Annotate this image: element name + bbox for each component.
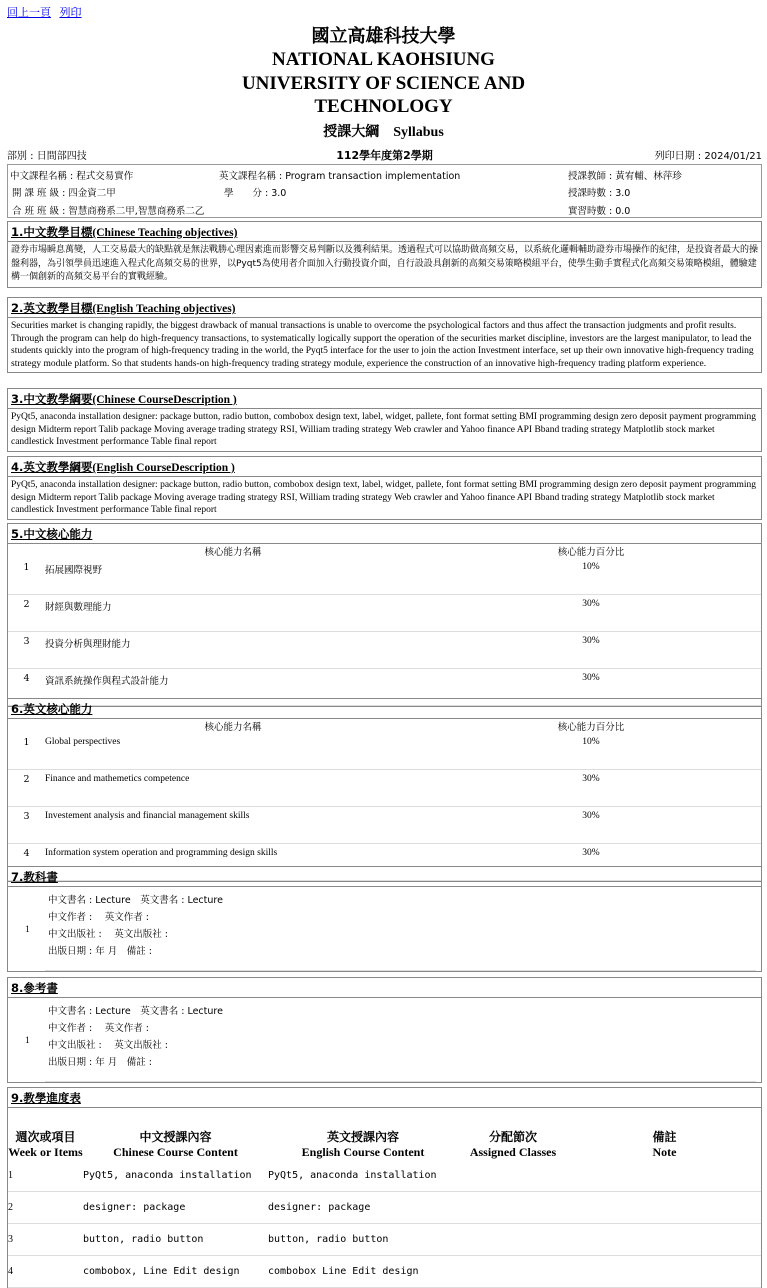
- table-row: 3 button, radio button button, radio button: [8, 1224, 761, 1256]
- col-assigned-classes: 分配節次 Assigned Classes: [469, 1130, 557, 1159]
- practice-hours: 實習時數 : 0.0: [568, 206, 631, 217]
- section-heading: 3.中文教學綱要(Chinese CourseDescription ): [8, 389, 761, 409]
- section-body: PyQt5, anaconda installation designer: package button, radio button, combobox design text, label, widget, pallete, font format setting BMI programming design zero deposit payment programming design Midterm report Talib package Moving average trading strategy RSI, William trading strategy Web crawler and Yahoo finance API Bband trading strategy Matplotlib stock market candlestick Investment performance Table final report: [11, 480, 757, 515]
- hours: 授課時數 : 3.0: [568, 188, 631, 199]
- section-textbook: [7, 866, 762, 972]
- university-title-zh: 國立高雄科技大學: [311, 26, 456, 47]
- subtitle-zh: 授課大綱: [323, 124, 380, 140]
- table-row: 4 資訊系統操作與程式設計能力 30%: [8, 669, 761, 706]
- col-english-content: 英文授課內容 English Course Content: [301, 1130, 425, 1159]
- section-schedule: [7, 1087, 762, 1288]
- teacher: 授課教師 : 黃宥輔、林萍珍: [568, 171, 682, 182]
- book-title: 中文書名 : Lecture 英文書名 : Lecture: [48, 895, 223, 906]
- table-row: 1 Global perspectives 10%: [8, 733, 761, 770]
- section-heading: 7.教科書: [8, 867, 761, 887]
- section-chinese-competencies: [7, 523, 762, 707]
- top-nav: [7, 4, 87, 20]
- section-heading: 6.英文核心能力: [8, 699, 761, 719]
- title-en-line: TECHNOLOGY: [314, 96, 453, 117]
- section-english-description: [7, 456, 762, 520]
- title-en-line: NATIONAL KAOHSIUNG: [272, 49, 495, 70]
- table-row: 2 Finance and mathemetics competence 30%: [8, 770, 761, 807]
- section-heading: 9.教學進度表: [8, 1088, 761, 1108]
- table-row: 4 combobox, Line Edit design combobox Line Edit design: [8, 1256, 761, 1288]
- print-date: 列印日期 : 2024/01/21: [654, 151, 762, 162]
- section-body: Securities market is changing rapidly, the biggest drawback of manual transactions is unable to overcome the psychological factors and thus affect the transaction judgments and profit results. Through the program can help do high-frequency transactions, to systematically logically support the operation of the securities market discipline, investors are the largest manipulator, to lead the students quickly into the program of high-frequency trading in the world, the Pyqt5 interface for the user to join the action Investment interface, set up their own innovative high-frequency trading strategy module platform. So that students hands-on high-frequency trading strategy module, experience the construction of an innovative high-frequency trading platform experience.: [11, 321, 754, 369]
- division: 部別 : 日間部四技: [7, 151, 87, 162]
- book-entry: [8, 887, 761, 971]
- section-english-competencies: [7, 698, 762, 882]
- section-english-objectives: [7, 297, 762, 373]
- book-date: 出版日期 : 年 月 備註 :: [48, 946, 152, 957]
- book-publisher: 中文出版社 : 英文出版社 :: [48, 929, 168, 940]
- col-competency-name: 核心能力名稱: [204, 547, 262, 558]
- col-competency-pct: 核心能力百分比: [557, 722, 625, 733]
- section-body: 證券市場瞬息萬變，人工交易最大的缺點就是無法戰勝心理因素進而影響交易判斷以及獲利結果。透過程式可以協助做高頻交易，以系統化邏輯輔助證券市場操作的紀律，是投資者最大的操盤利器，為引領學員迅速進入程式化高頻交易的世界，以Pyqt5為使用者介面加入行動投資介面，自行設設具創新的高頻交易策略模組平台，使學生動手實程式化高頻交易策略模組，體驗建構一個創新的高頻交易平台的實戰經驗。: [11, 245, 759, 282]
- table-row: 2 財經與數理能力 30%: [8, 595, 761, 632]
- book-entry: [8, 998, 761, 1082]
- section-heading: 1.中文教學目標(Chinese Teaching objectives): [8, 222, 761, 242]
- syllabus-subtitle: [0, 121, 767, 141]
- section-heading: 5.中文核心能力: [8, 524, 761, 544]
- book-publisher: 中文出版社 : 英文出版社 :: [48, 1040, 168, 1051]
- joint-class: 合 班 班 級 : 智慧商務系二甲,智慧商務系二乙: [12, 206, 205, 217]
- competency-table: [8, 544, 761, 706]
- course-info-box: [7, 164, 762, 218]
- book-number: 1: [25, 925, 30, 935]
- back-link[interactable]: 回上一頁: [7, 6, 51, 19]
- table-row: 3 投資分析與理財能力 30%: [8, 632, 761, 669]
- col-competency-pct: 核心能力百分比: [557, 547, 625, 558]
- table-row: 1 拓展國際視野 10%: [8, 558, 761, 595]
- credits: 學 分 : 3.0: [224, 188, 287, 199]
- book-number: 1: [25, 1036, 30, 1046]
- section-chinese-objectives: [7, 221, 762, 288]
- section-heading: 4.英文教學綱要(English CourseDescription ): [8, 457, 761, 477]
- title-en-line: UNIVERSITY OF SCIENCE AND: [241, 72, 526, 94]
- section-heading: 8.參考書: [8, 978, 761, 998]
- table-row: 4 Information system operation and programming design skills 30%: [8, 844, 761, 881]
- book-author: 中文作者 : 英文作者 :: [48, 1023, 149, 1034]
- book-title: 中文書名 : Lecture 英文書名 : Lecture: [48, 1006, 223, 1017]
- section-heading: 2.英文教學目標(English Teaching objectives): [8, 298, 761, 318]
- table-row: 2 designer: package designer: package: [8, 1192, 761, 1224]
- section-body: PyQt5, anaconda installation designer: package button, radio button, combobox design text, label, widget, pallete, font format setting BMI programming design zero deposit payment programming design Midterm report Talib package Moving average trading strategy RSI, William trading strategy Web crawler and Yahoo finance API Bband trading strategy Matplotlib stock market candlestick Investment performance Table final report: [11, 412, 757, 447]
- course-name-zh: 中文課程名稱 : 程式交易實作: [10, 171, 134, 182]
- section-reference: [7, 977, 762, 1083]
- course-name-en: 英文課程名稱 : Program transaction implementation: [219, 171, 461, 182]
- table-row: 3 Investement analysis and financial management skills 30%: [8, 807, 761, 844]
- col-week: 週次或項目 Week or Items: [8, 1130, 83, 1159]
- col-note: 備註 Note: [652, 1130, 677, 1159]
- table-row: 1 PyQt5, anaconda installation PyQt5, anaconda installation: [8, 1160, 761, 1192]
- col-chinese-content: 中文授課內容 Chinese Course Content: [113, 1130, 238, 1159]
- col-competency-name: 核心能力名稱: [204, 722, 262, 733]
- section-chinese-description: [7, 388, 762, 452]
- meta-row: [7, 147, 762, 161]
- book-date: 出版日期 : 年 月 備註 :: [48, 1057, 152, 1068]
- book-author: 中文作者 : 英文作者 :: [48, 912, 149, 923]
- university-title-en: [0, 48, 767, 119]
- schedule-table: [8, 1108, 761, 1288]
- subtitle-en: Syllabus: [393, 125, 444, 140]
- print-link[interactable]: 列印: [59, 6, 82, 19]
- competency-table: [8, 719, 761, 881]
- class: 開 課 班 級 : 四金資二甲: [12, 188, 116, 199]
- semester: 112學年度第2學期: [336, 149, 433, 162]
